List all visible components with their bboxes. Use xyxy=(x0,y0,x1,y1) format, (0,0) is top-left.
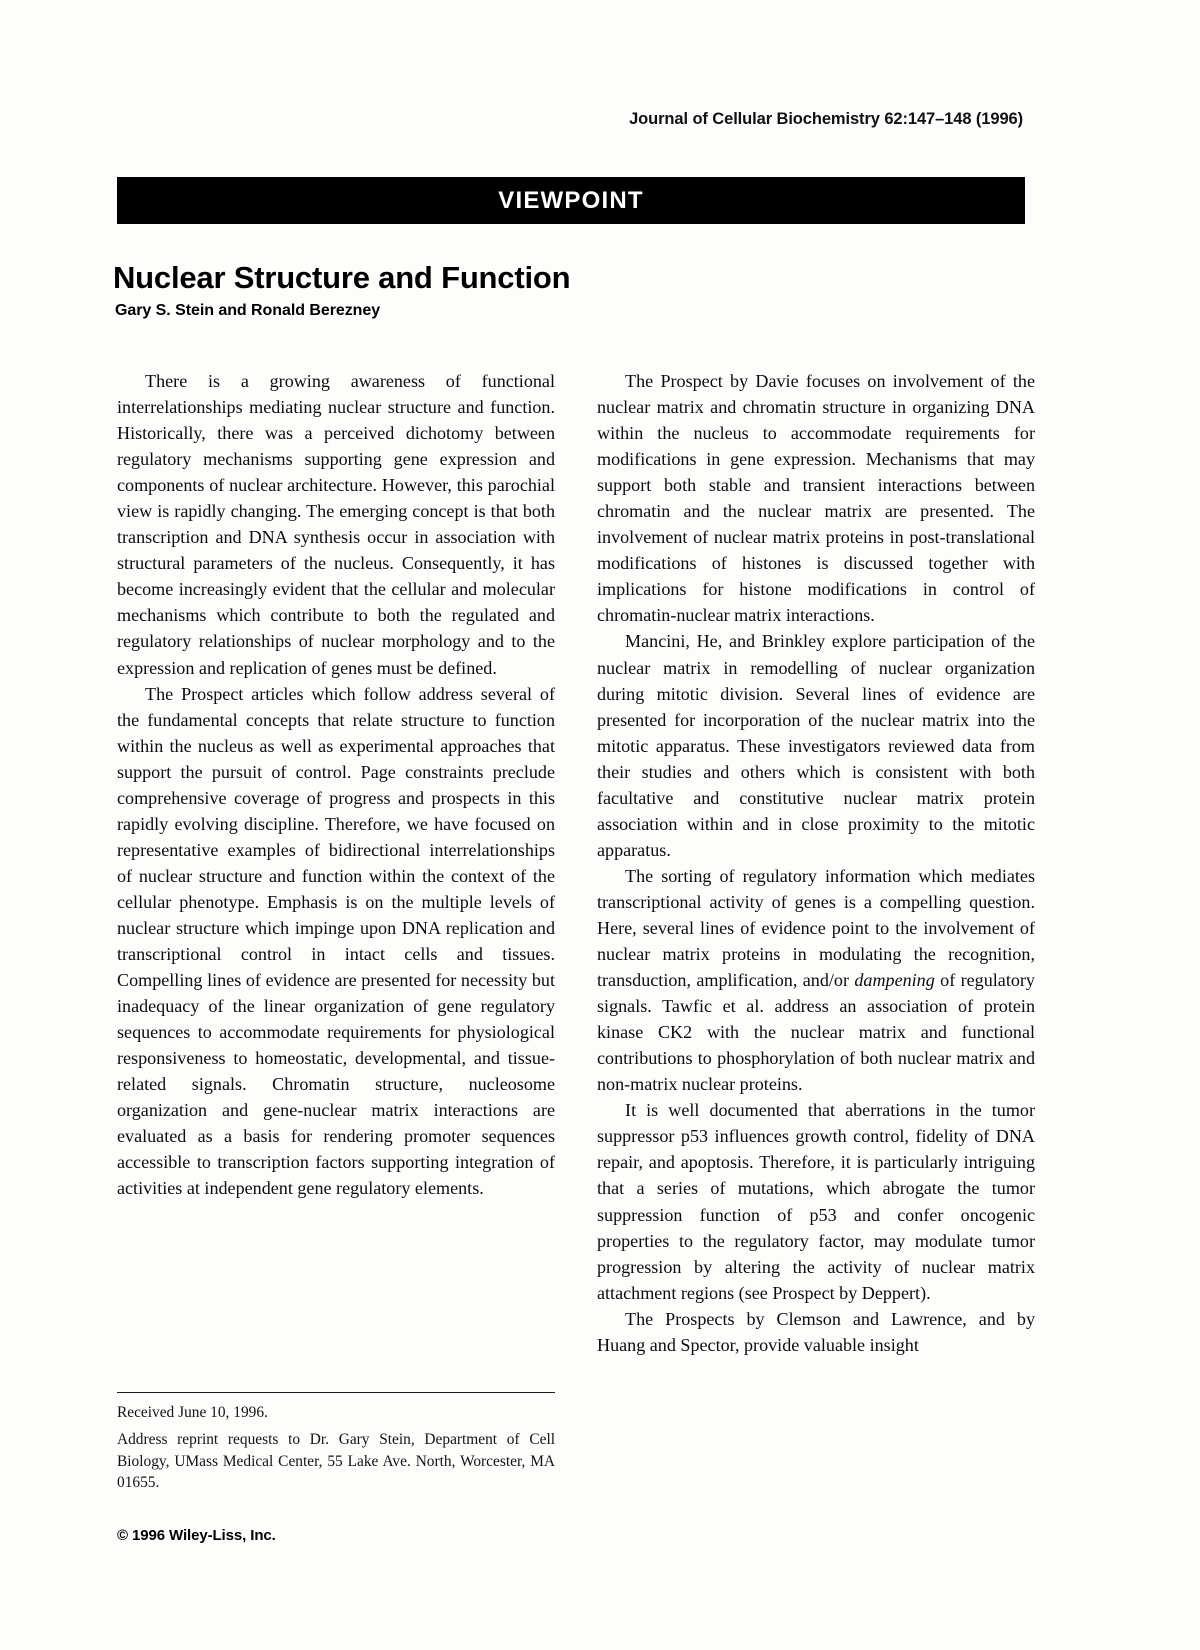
paragraph: The Prospect articles which follow address several of the fundamental concepts that relate structure to function within the nucleus as well as experimental approaches that support the pursuit of control. Page constraints preclude comprehensive coverage of progress and prospects in this rapidly evolving discipline. Therefore, we have focused on representative examples of bidirectional interrelationships of nuclear structure and function within the context of the cellular phenotype. Emphasis is on the multiple levels of nuclear structure which impinge upon DNA replication and transcriptional control in intact cells and tissues. Compelling lines of evidence are presented for necessity but inadequacy of the linear organization of gene regulatory sequences to accommodate requirements for physiological responsiveness to homeostatic, developmental, and tissue-related signals. Chromatin structure, nucleosome organization and gene-nuclear matrix interactions are evaluated as a basis for rendering promoter sequences accessible to transcription factors supporting integration of activities at independent gene regulatory elements. xyxy=(117,683,555,1199)
paragraph-text-lead: The sorting of regulatory information which mediates transcriptional activity of genes is a compelling question. Here, several lines of evidence point to the involvement of nuclear matrix proteins in modulating the recognition, transduction, amplification, and/or xyxy=(597,865,1035,991)
paragraph xyxy=(597,863,1035,1097)
paragraph: The Prospects by Clemson and Lawrence, and by Huang and Spector, provide valuable insight xyxy=(597,1308,1035,1355)
paragraph: The Prospect by Davie focuses on involvement of the nuclear matrix and chromatin structure in organizing DNA within the nucleus to accommodate requirements for modifications in gene expression. Mechanisms that may support both stable and transient interactions between chromatin and the nuclear matrix are presented. The involvement of nuclear matrix proteins in post-translational modifications of histones is discussed together with implications for histone modifications in control of chromatin-nuclear matrix interactions. xyxy=(597,371,1035,626)
footnote-block xyxy=(117,1392,555,1493)
viewpoint-banner-label: VIEWPOINT xyxy=(498,187,644,214)
footnote-received: Received June 10, 1996. xyxy=(117,1404,268,1421)
copyright-line: © 1996 Wiley-Liss, Inc. xyxy=(117,1527,276,1544)
paragraph: It is well documented that aberrations in the tumor suppressor p53 influences growth control, fidelity of DNA repair, and apoptosis. Therefore, it is particularly intriguing that a series of mutations, which abrogate the tumor suppression function of p53 and confer oncogenic properties to the regulatory factor, may modulate tumor progression by altering the activity of nuclear matrix attachment regions (see Prospect by Deppert). xyxy=(597,1100,1035,1303)
emphasis-dampening: dampening xyxy=(854,970,935,991)
body-column-right xyxy=(597,368,1035,1358)
paragraph: Mancini, He, and Brinkley explore participation of the nuclear matrix in remodelling of nuclear organization during mitotic division. Several lines of evidence are presented for incorporation of the nuclear matrix into the mitotic apparatus. These investigators reviewed data from their studies and others which is consistent with both facultative and constitutive nuclear matrix protein association within and in close proximity to the mitotic apparatus. xyxy=(597,631,1035,860)
page-title: Nuclear Structure and Function xyxy=(113,259,571,295)
author-line: Gary S. Stein and Ronald Berezney xyxy=(115,302,381,319)
running-head: Journal of Cellular Biochemistry 62:147–148 (1996) xyxy=(629,110,1023,128)
footnote-reprint-address: Address reprint requests to Dr. Gary Stein, Department of Cell Biology, UMass Medical Center, 55 Lake Ave. North, Worcester, MA 01655. xyxy=(117,1431,555,1491)
paragraph: There is a growing awareness of functional interrelationships mediating nuclear structure and function. Historically, there was a perceived dichotomy between regulatory mechanisms supporting gene expression and components of nuclear architecture. However, this parochial view is rapidly changing. The emerging concept is that both transcription and DNA synthesis occur in association with structural parameters of the nucleus. Consequently, it has become increasingly evident that the cellular and molecular mechanisms which contribute to both the regulated and regulatory relationships of nuclear morphology and to the expression and replication of genes must be defined. xyxy=(117,371,555,678)
viewpoint-banner xyxy=(117,177,1025,224)
body-column-left xyxy=(117,368,555,1202)
paragraph-text-tail: of regulatory signals. Tawfic et al. address an association of protein kinase CK2 with the nuclear matrix and functional contributions to phosphorylation of both nuclear matrix and non-matrix nuclear proteins. xyxy=(597,970,1035,1095)
footnote-divider xyxy=(117,1392,555,1393)
